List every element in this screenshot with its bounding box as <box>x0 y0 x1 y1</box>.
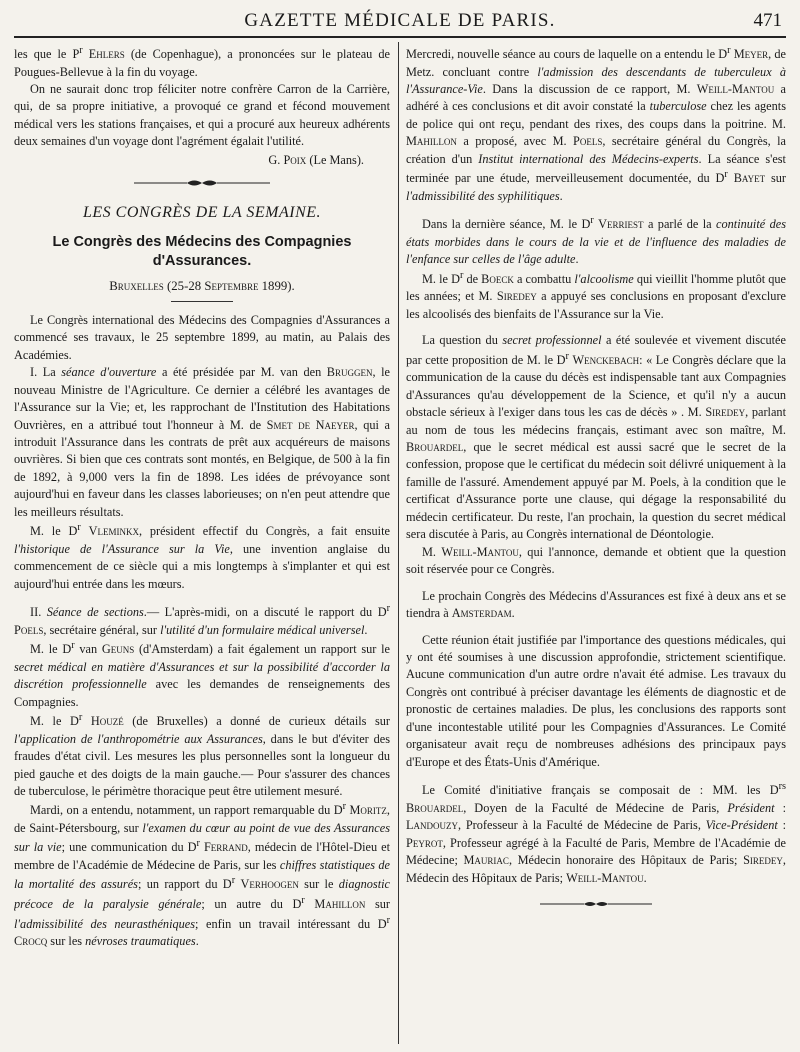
right-column <box>406 44 786 1044</box>
left-column <box>14 44 390 1044</box>
column-divider <box>398 42 399 1044</box>
short-rule <box>171 301 233 302</box>
paragraph: M. le $D^r$ van Geuns (d'Amsterdam) a fait également un rapport sur le secret médical en matière d'Assurances et sur la possibilité d'accorder la discrétion professionnelle avec les demandes de renseignements des Compagnies. <box>14 640 390 709</box>
paragraph: les que le $P^r$ Ehlers (de Copenhague), a prononcées sur le plateau de Pougues-Bellevue à la fin du voyage. <box>14 45 390 79</box>
paragraph: M. le $D^r$ Houzé (de Bruxelles) a donné de curieux détails sur l'application de l'anthropométrie aux Assurances, dans le but d'éviter des fraudes d'état civil. Les mesures les plus personnelles sont la longueur du pied gauche et des doigts de la main gauche.— Pour s'assurer des chances de tuberculose, le périmètre thoracique peut être utilement mesuré. <box>14 712 390 798</box>
paragraph: Le prochain Congrès des Médecins d'Assurances est fixé à deux ans et se tiendra à Amsterdam. <box>406 588 786 621</box>
paragraph: Cette réunion était justifiée par l'importance des questions médicales, qui y ont été soumises à une discussion approfondie, strictement scientifique. Aucune communication d'un autre ordre n'avait été admise. Les travaux du Congrès ont contribué à préciser davantage les éléments de diagnostic et de pronostic de certaines maladies. De plus, les conclusions des rapports sont d'une incontestable utilité pour les Compagnies d'Assurances. Le Comité organisateur avait reçu de nombreuses adhésions des principaux pays d'Europe et des États-Unis d'Amérique. <box>406 632 786 769</box>
section-title: LES CONGRÈS DE LA SEMAINE. <box>82 203 322 221</box>
paragraph: M. le $D^r$ Vleminkx, président effectif du Congrès, a fait ensuite l'historique de l'Assurance sur la Vie, une invention anglaise du commencement de ce siècle qui a mis longtemps à s'implanter et qui est aujourd'hui entrée dans les mœurs. <box>14 522 390 591</box>
end-ornament <box>406 897 786 914</box>
paragraph: M. Weill-Mantou, qui l'annonce, demande et obtient que la question soit réservée pour ce Congrès. <box>406 544 786 577</box>
page-number: 471 <box>753 10 782 31</box>
paragraph: Mardi, on a entendu, notamment, un rapport remarquable du $D^r$ Moritz, de Saint-Pétersbourg, sur l'examen du cœur au point de vue des Assurances sur la vie; une communication du $D^r$ Ferrand, médecin de l'Hôtel-Dieu et membre de l'Académie de Médecine de Paris, sur les chiffres statistiques de la mortalité des assurés; un rapport du $D^r$ Verhoogen sur le diagnostic précoce de la paralysie générale; un autre du $D^r$ Mahillon sur l'admissibilité des neurasthéniques; enfin un travail intéressant du $D^r$ Crocq sur les névroses traumatiques. <box>14 801 390 949</box>
signature: G. Poix (Le Mans). <box>268 152 364 167</box>
paragraph: M. le $D^r$ de Boeck a combattu l'alcoolisme qui vieillit l'homme plutôt que les années; et M. Siredey a appuyé ses conclusions en proposant d'exclure les alcoolisés des bienfaits de l'Assurance sur la Vie. <box>406 269 786 321</box>
paragraph: Mercredi, nouvelle séance au cours de laquelle on a entendu le $D^r$ Meyer, de Metz. concluant contre l'admission des descendants de tuberculeux à l'Assurance-Vie. Dans la discussion de ce rapport, M. Weill-Mantou a adhéré à ces conclusions et dit avoir constaté la tuberculose chez les agents de police qui ont reçu, pendant des rixes, des coups dans la poitrine. M. Mahillon a proposé, avec M. Poels, secrétaire général du Congrès, la création d'un Institut international des Médecins-experts. La séance s'est terminée par une étude, merveilleusement documentée, du $D^r$ Bayet sur l'admissibilité des syphilitiques. <box>406 45 786 203</box>
page-header <box>14 6 786 38</box>
journal-title: GAZETTE MÉDICALE DE PARIS. <box>244 10 556 31</box>
paragraph: Le Comité d'initiative français se composait de : MM. les $D^{rs}$ Brouardel, Doyen de la Faculté de Médecine de Paris, Président : Landouzy, Professeur à la Faculté de Médecine de Paris, Vice-Président : Peyrot, Professeur agrégé à la Faculté de Paris, Membre de l'Académie de Médecine; Mauriac, Médecin honoraire des Hôpitaux de Paris; Siredey, Médecin des Hôpitaux de Paris; Weill-Mantou. <box>406 781 786 885</box>
paragraph: On ne saurait donc trop féliciter notre confrère Carron de la Carrière, qui, de sa propre initiative, a provoqué ce grand et fécond mouvement médical vers les stations françaises, et qui a procuré aux heureux adhérents deux semaines d'un voyage dont l'agrément égalait l'utilité. <box>14 82 390 149</box>
article-title: Le Congrès des Médecins des Compagnies d'Assurances. <box>52 234 352 269</box>
ornament-divider <box>14 176 390 193</box>
paragraph: La question du secret professionnel a été soulevée et vivement discutée par cette proposition de M. le $D^r$ Wenckebach: « Le Congrès déclare que la communication de la cause du décès est indispensable tant aux Compagnies d'Assurances qu'au développement de la Science, et qu'il n'y a aucun obstacle sérieux à l'exiger dans tous les cas de décès » . M. Siredey, parlant au nom de tous les médecins français, estimant avec son maître, M. Brouardel, que le secret médical est aussi sacré que le secret de la confession, propose que le certificat du médecin soit délivré uniquement à la famille de l'assuré. Amendement appuyé par M. Poels, à la condition que le certificat d'Assurance porte une clause, qui dégage la responsabilité du médecin certificateur. Du reste, l'an prochain, la question du secret médical sera discutée à Paris, au Congrès international de Déontologie. <box>406 333 786 542</box>
paragraph: I. La séance d'ouverture a été présidée par M. van den Bruggen, le nouveau Ministre de l'Agriculture. Ce dernier a célébré les avantages de l'Assurance sur la Vie; et, les rapprochant de l'Institution des Habitations Ouvrières, en a attribué tout l'honneur à M. de Smet de Naeyer, qui a introduit l'Assurance dans les contrats de prêt aux acquéreurs de maisons ouvrières. Si bien que ces contrats sont montés, en Belgique, de 500 à la fin de 1892, à 9,000 vers la fin de 1898. Les idées de prévoyance sont aujourd'hui en faveur dans les classes laborieuses; on n'en peut attendre que les meilleurs résultats. <box>14 365 390 519</box>
paragraph: II. Séance de sections.— L'après-midi, on a discuté le rapport du $D^r$ Poels, secrétaire général, sur l'utilité d'un formulaire médical universel. <box>14 603 390 637</box>
paragraph: Dans la dernière séance, M. le $D^r$ Verriest a parlé de la continuité des états morbides dans le cours de la vie et de l'influence des maladies de l'enfance sur celles de l'âge adulte. <box>406 215 786 267</box>
paragraph: Le Congrès international des Médecins des Compagnies d'Assurances a commencé ses travaux, le 25 septembre 1899, au matin, au Palais des Académies. <box>14 312 390 362</box>
article-dateline: Bruxelles (25-28 Septembre 1899). <box>109 278 295 293</box>
